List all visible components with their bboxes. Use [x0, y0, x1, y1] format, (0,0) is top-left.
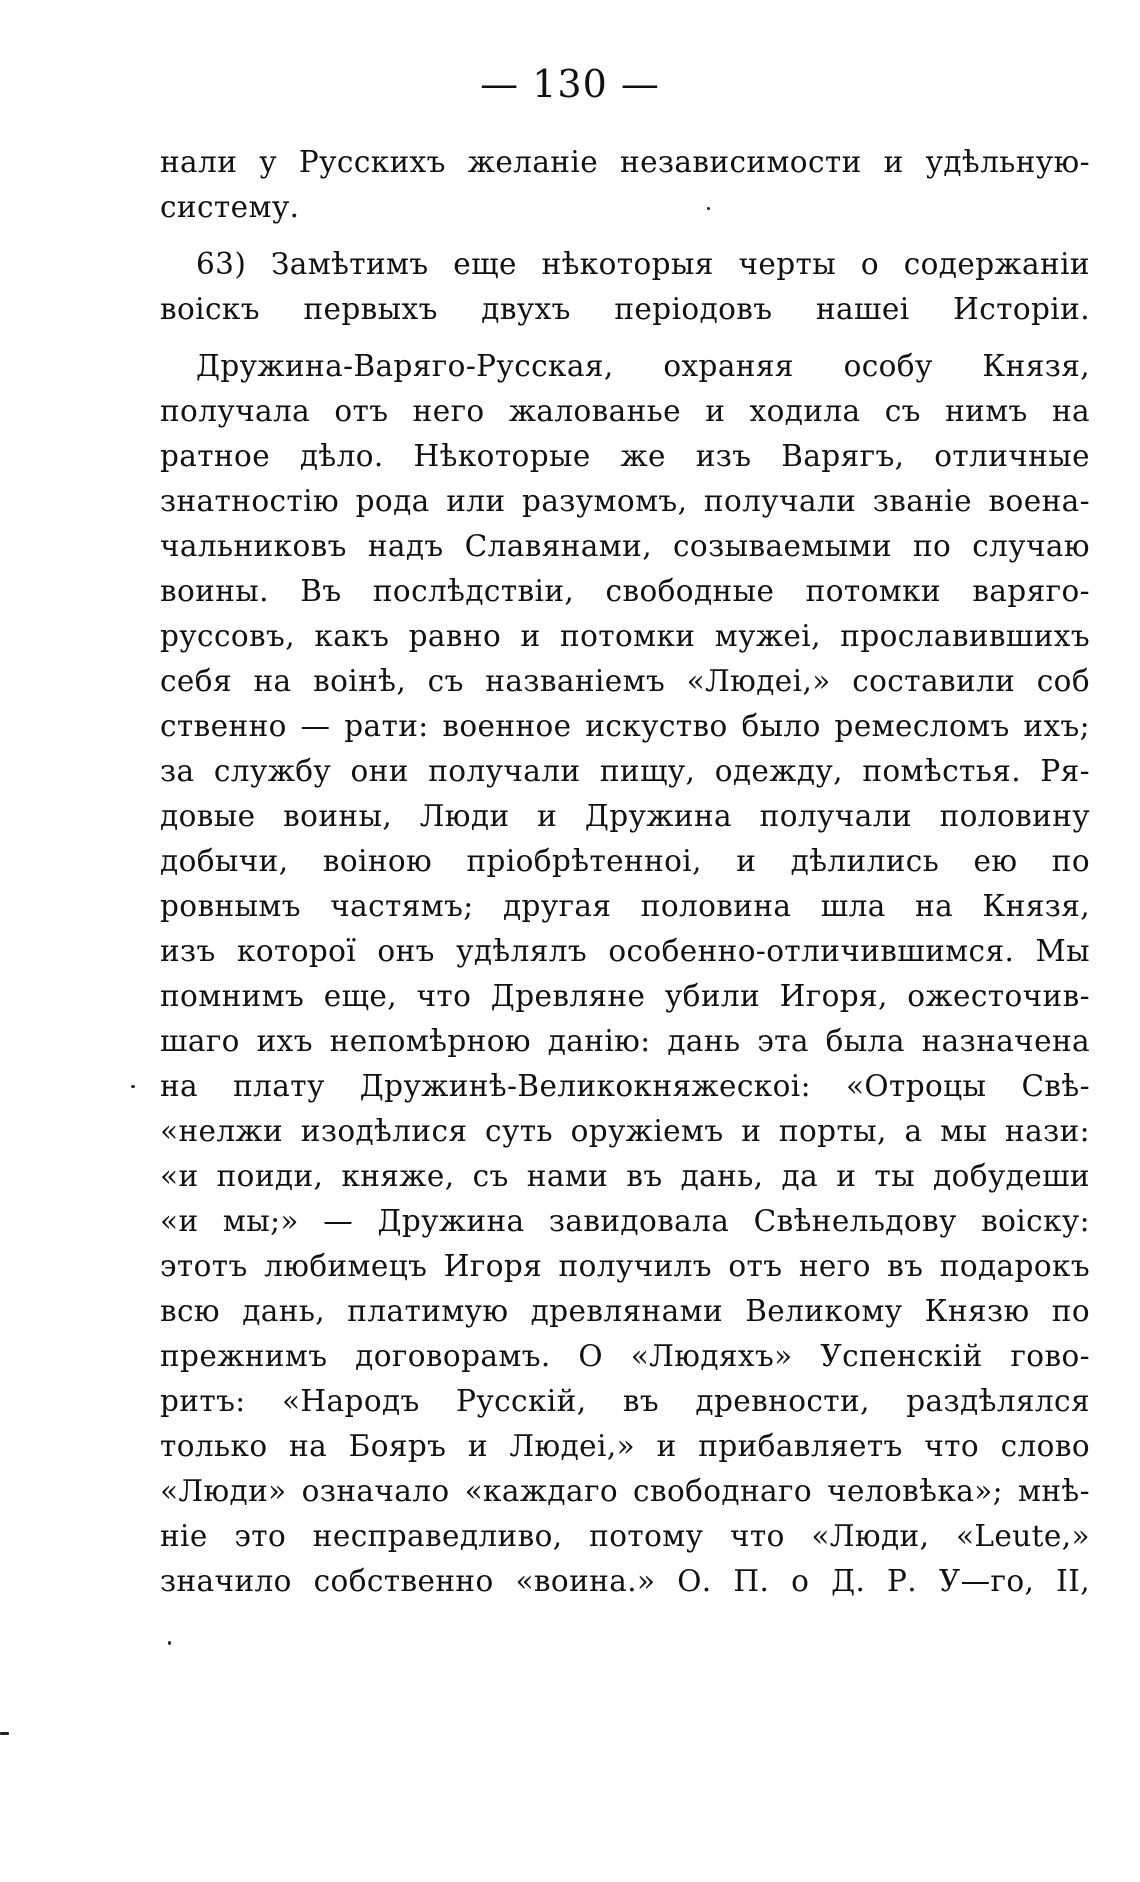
text-line: систему. [160, 190, 300, 224]
print-speck [0, 1732, 9, 1735]
text-line: прежнимъ договорамъ. О «Людяхъ» Успенскій гово- [160, 1339, 1090, 1373]
body-text [160, 140, 1090, 1604]
text-line: ратное дѣло. Нѣкоторые же изъ Варягъ, отличные [160, 439, 1090, 473]
paragraph-3 [160, 344, 1090, 1604]
text-line: ніе это несправедливо, потому что «Люди, «Leute,» [160, 1519, 1090, 1553]
text-line: воіскъ первыхъ двухъ періодовъ нашеі Исторіи. [160, 292, 1090, 326]
text-line: «Люди» означало «каждаго свободнаго человѣка»; мнѣ- [160, 1474, 1090, 1508]
text-line: 63) Замѣтимъ еще нѣкоторыя черты о содержаніи [196, 247, 1090, 281]
text-line: всю дань, платимую древлянами Великому Князю по [160, 1294, 1090, 1328]
text-line: этотъ любимецъ Игоря получилъ отъ него въ подарокъ [160, 1249, 1090, 1283]
text-line: «и мы;» — Дружина завидовала Свѣнельдову воіску: [160, 1204, 1090, 1238]
text-line: получала отъ него жалованье и ходила съ нимъ на [160, 394, 1090, 428]
text-line: нали у Русскихъ желаніе независимости и удѣльную- [160, 145, 1090, 179]
text-line: шаго ихъ непомѣрною данію: дань эта была назначена [160, 1024, 1090, 1058]
text-line: довые воины, Люди и Дружина получали половину [160, 799, 1090, 833]
page-number: — 130 — [480, 62, 660, 106]
text-line: значило собственно «воина.» О. П. о Д. Р. У—го, II, [160, 1564, 1090, 1598]
text-line: помнимъ еще, что Древляне убили Игоря, ожесточив- [160, 979, 1090, 1013]
text-line: за службу они получали пищу, одежду, помѣстья. Ря- [160, 754, 1090, 788]
print-speck [131, 1085, 135, 1088]
text-line: руссовъ, какъ равно и потомки мужеі, прославившихъ [160, 619, 1090, 653]
paragraph-1 [160, 140, 1090, 230]
text-line: знатностію рода или разумомъ, получали званіе воена- [160, 484, 1090, 518]
text-line: чальниковъ надъ Славянами, созываемыми по случаю [160, 529, 1090, 563]
text-line: ственно — рати: военное искуство было ремесломъ ихъ; [160, 709, 1090, 743]
text-line: воины. Въ послѣдствіи, свободные потомки варяго- [160, 574, 1090, 608]
paragraph-2 [160, 242, 1090, 332]
text-line: Дружина-Варяго-Русская, охраняя особу Князя, [196, 349, 1090, 383]
print-speck [707, 207, 710, 210]
text-line: на плату Дружинѣ-Великокняжескоі: «Отроцы Свѣ- [160, 1069, 1090, 1103]
text-line: ритъ: «Народъ Русскій, въ древности, раздѣлялся [160, 1384, 1090, 1418]
text-line: изъ которої онъ удѣлялъ особенно-отличившимся. Мы [160, 934, 1090, 968]
text-line: добычи, воіною пріобрѣтенноі, и дѣлились ею по [160, 844, 1090, 878]
text-line: ровнымъ частямъ; другая половина шла на Князя, [160, 889, 1090, 923]
text-line: себя на воінѣ, съ названіемъ «Людеі,» составили соб [160, 664, 1090, 698]
text-line: «и поиди, княже, съ нами въ дань, да и ты добудеши [160, 1159, 1090, 1193]
text-line: только на Бояръ и Людеі,» и прибавляетъ что слово [160, 1429, 1090, 1463]
text-line: «нелжи изодѣлися суть оружіемъ и порты, а мы нази: [160, 1114, 1090, 1148]
print-speck [168, 1641, 171, 1645]
